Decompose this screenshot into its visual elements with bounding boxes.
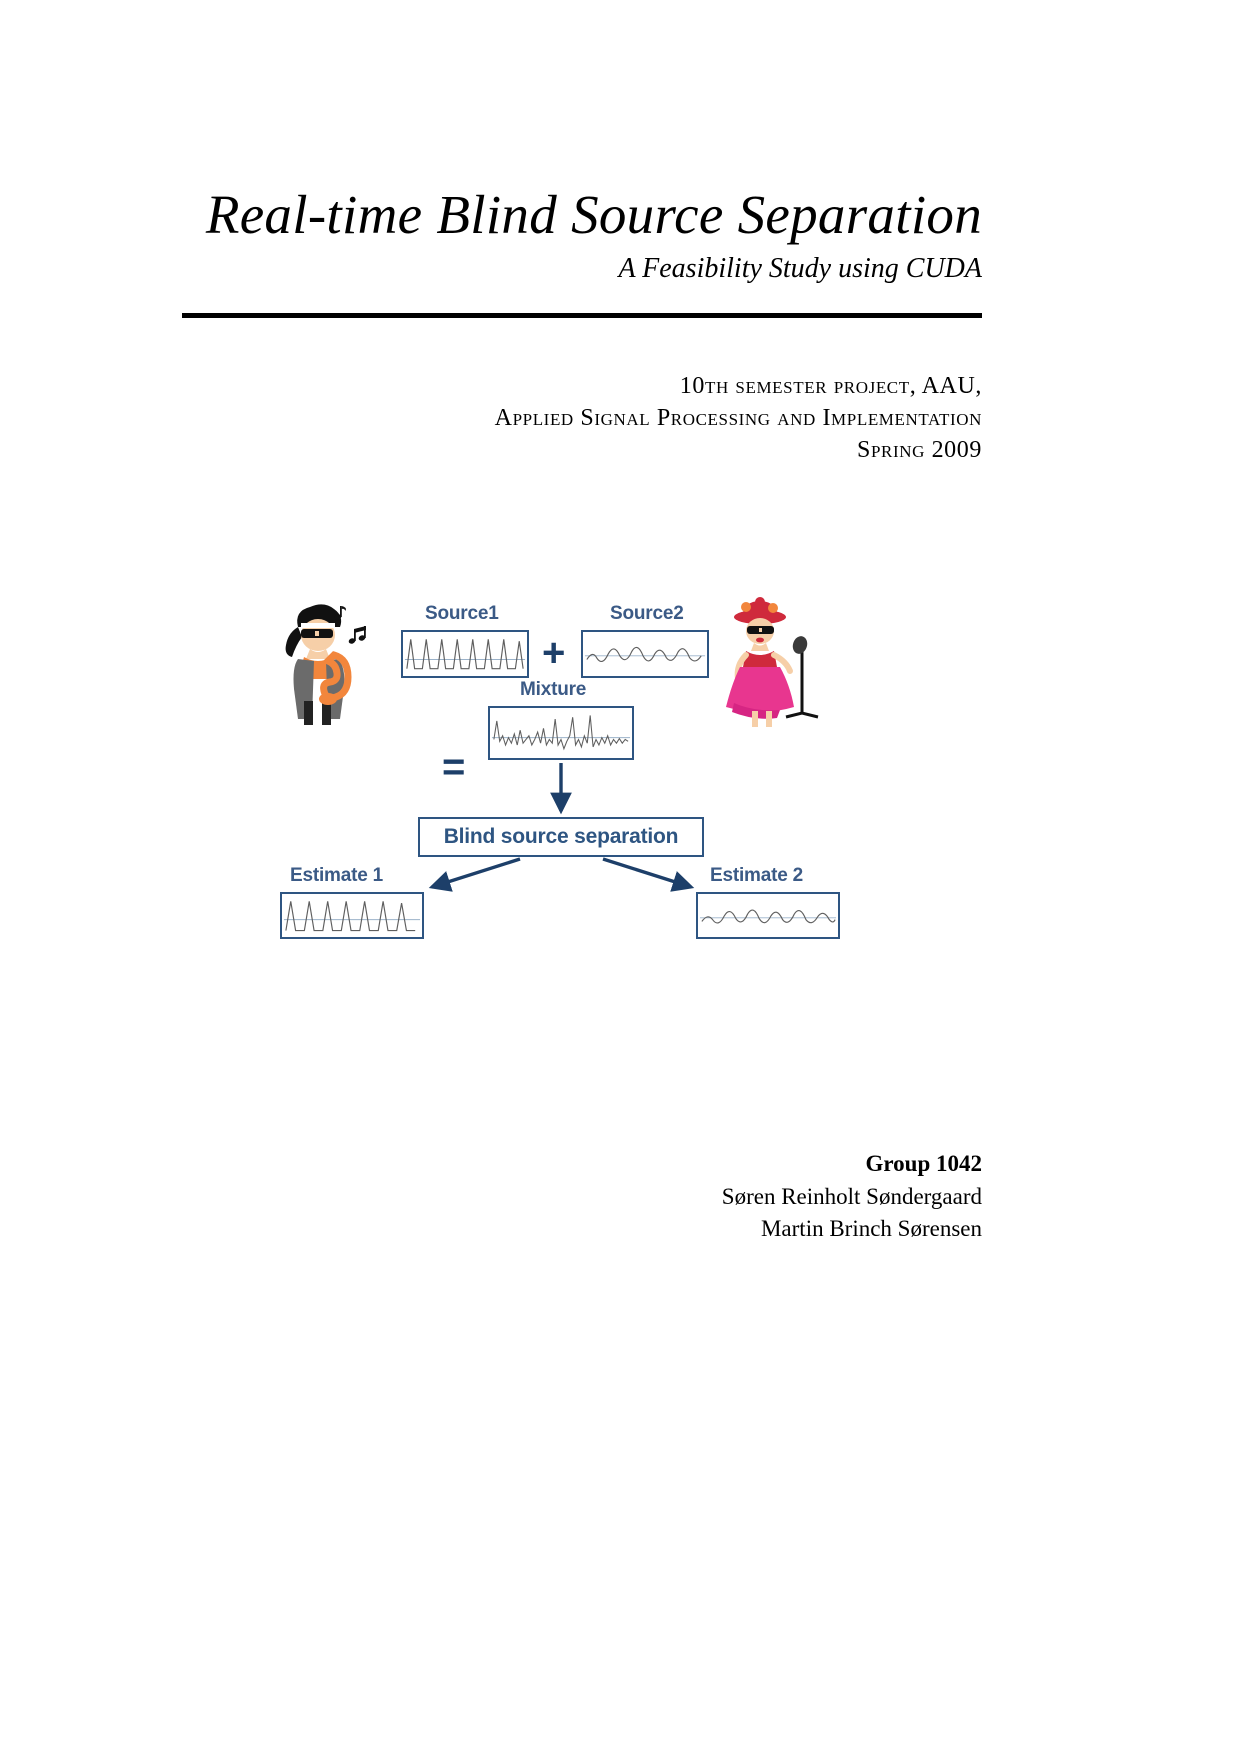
page-subtitle: A Feasibility Study using CUDA <box>618 253 982 285</box>
blind-source-separation-box <box>418 817 704 857</box>
source2-label: Source2 <box>610 603 684 624</box>
meta-line-semester: 10th semester project, AAU, <box>679 373 982 399</box>
meta-line-term: Spring 2009 <box>857 437 982 464</box>
estimate2-waveform <box>696 892 840 939</box>
bss-label: Blind source separation <box>443 825 679 848</box>
group-name: Group 1042 <box>865 1151 982 1176</box>
title-divider <box>182 313 982 318</box>
meta-line-course: Applied Signal Processing and Implementation <box>494 405 982 432</box>
saxophone-player-icon <box>276 597 376 727</box>
page-title: Real-time Blind Source Separation <box>205 184 982 245</box>
estimate1-label: Estimate 1 <box>290 865 384 886</box>
estimate1-waveform <box>280 892 424 939</box>
plus-sign: + <box>542 631 566 675</box>
title-block <box>182 186 982 288</box>
equals-sign: = <box>442 745 466 789</box>
mixture-label: Mixture <box>520 679 587 700</box>
project-meta-block <box>182 370 982 466</box>
source2-waveform <box>581 630 709 678</box>
mixture-waveform <box>488 706 634 760</box>
estimate2-label: Estimate 2 <box>710 865 804 886</box>
source1-label: Source1 <box>425 603 499 624</box>
source1-waveform <box>401 630 529 678</box>
author-name-2: Martin Brinch Sørensen <box>760 1216 982 1242</box>
author-block <box>182 1148 982 1246</box>
bss-concept-figure <box>270 575 840 965</box>
female-singer-icon <box>716 593 826 733</box>
author-name-1: Søren Reinholt Søndergaard <box>721 1183 982 1209</box>
